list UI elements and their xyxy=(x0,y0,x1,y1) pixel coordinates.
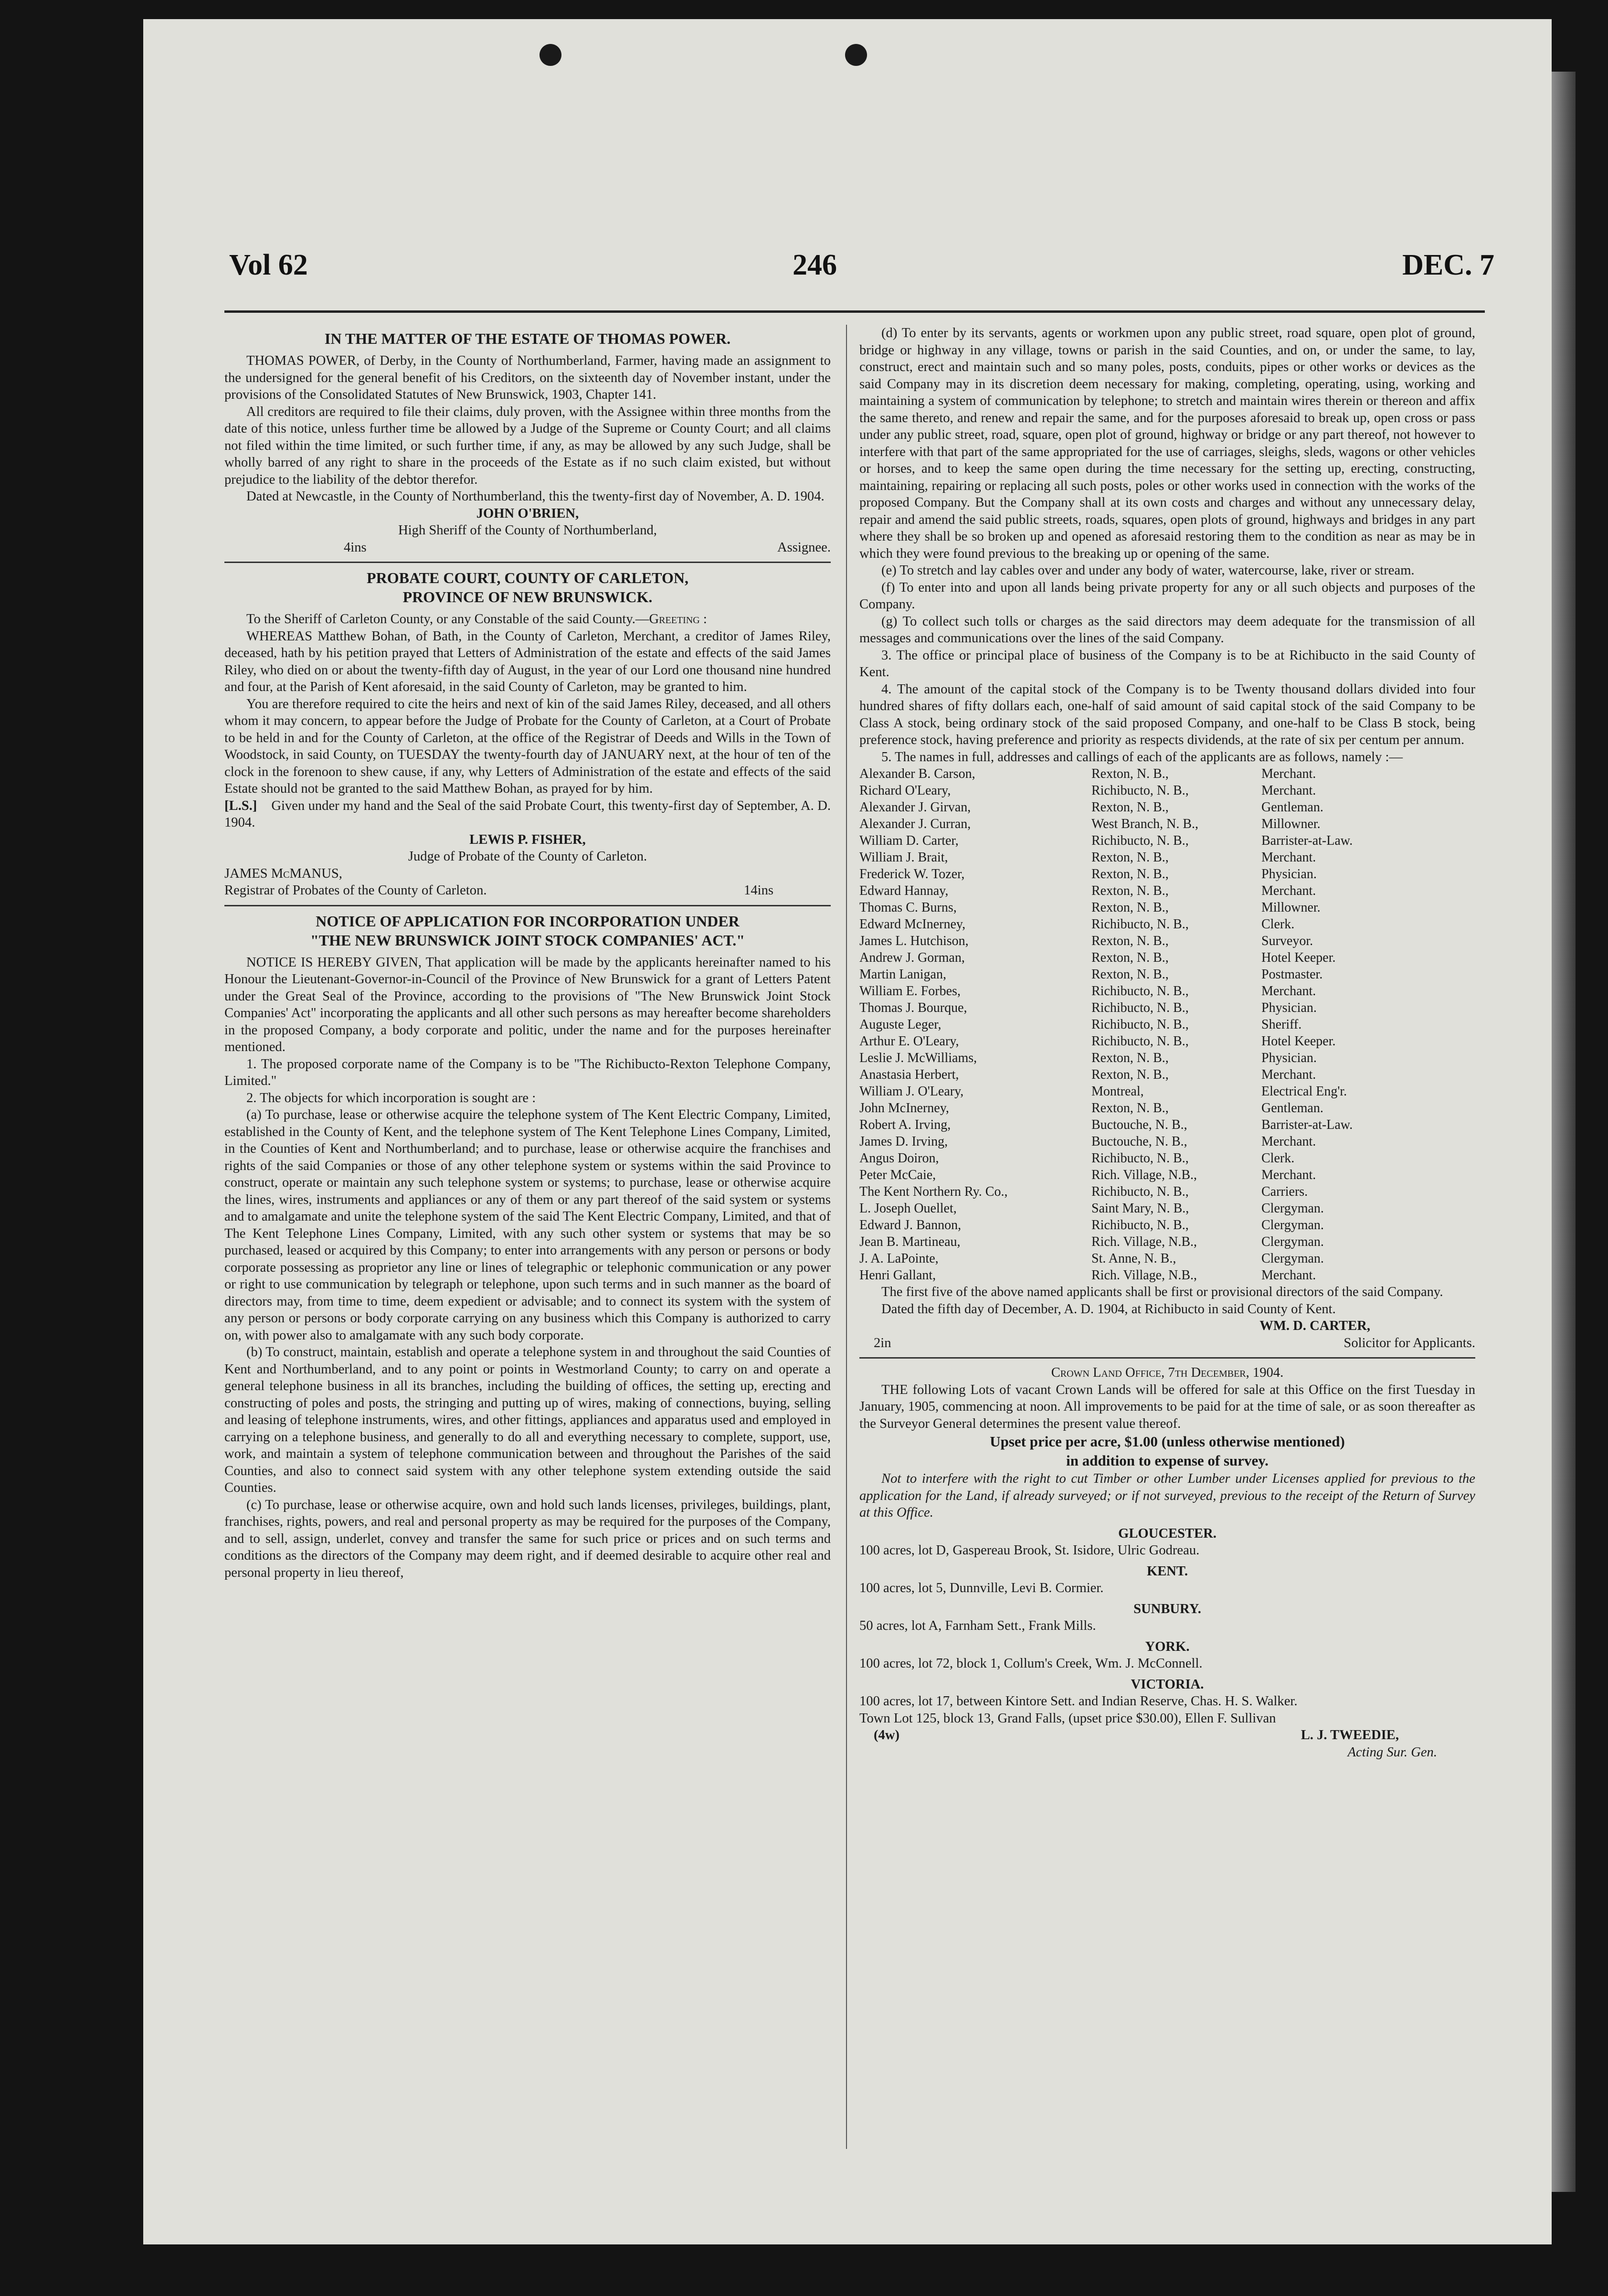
notice-para: 5. The names in full, addresses and callings of each of the applicants are as follows, namely :— xyxy=(881,749,1403,765)
probate-para: WHEREAS Matthew Bohan, of Bath, in the County of Carleton, Merchant, a creditor of James Riley, deceased, hath by his petition prayed that Letters of Administration of the estate and effects of the said James Riley, who died on or about the twenty-fifth day of August, in the year of our Lord one thousand nine hundred and four, at the Parish of Kent aforesaid, in the said County of Carleton, may be granted to him. xyxy=(224,628,831,694)
applicant-calling: Clergyman. xyxy=(1261,1201,1324,1216)
left-column xyxy=(224,325,831,2197)
notice-para: The first five of the above named applicants shall be first or provisional directors of the said Company. xyxy=(881,1285,1443,1299)
applicant-name: Martin Lanigan, xyxy=(859,967,946,982)
page-header xyxy=(210,248,1494,291)
applicant-name: Alexander J. Curran, xyxy=(859,817,971,831)
applicant-calling: Surveyor. xyxy=(1261,934,1313,948)
applicant-calling: Physician. xyxy=(1261,1051,1317,1065)
applicant-name: William J. Brait, xyxy=(859,850,948,865)
applicant-place: Richibucto, N. B., xyxy=(1091,783,1189,798)
applicant-name: John McInerney, xyxy=(859,1101,949,1116)
applicant-calling: Clerk. xyxy=(1261,1151,1295,1166)
applicant-row xyxy=(859,1200,1475,1217)
lot-entry: Town Lot 125, block 13, Grand Falls, (upset price $30.00), Ellen F. Sullivan xyxy=(859,1711,1276,1726)
applicant-row xyxy=(859,866,1475,882)
notice-heading: NOTICE OF APPLICATION FOR INCORPORATION UNDER xyxy=(316,912,740,930)
column-divider xyxy=(846,325,847,2149)
probate-heading: PROBATE COURT, COUNTY OF CARLETON, xyxy=(367,569,688,586)
crown-para: THE following Lots of vacant Crown Lands will be offered for sale at this Office on the first Tuesday in January, 1905, commencing at noon. All improvements to be paid for at the time of sale, or as soon thereafter as the Surveyor General determines the present value thereof. xyxy=(859,1382,1475,1431)
applicant-calling: Millowner. xyxy=(1261,900,1321,915)
power-para: THOMAS POWER, of Derby, in the County of Northumberland, Farmer, having made an assignment to the undersigned for the general benefit of his Creditors, on the sixteenth day of November instant, under the provisions of the Consolidated Statutes of New Brunswick, 1903, Chapter 141. xyxy=(224,353,831,402)
applicant-name: William J. O'Leary, xyxy=(859,1084,964,1099)
applicant-calling: Sheriff. xyxy=(1261,1017,1302,1032)
applicant-calling: Hotel Keeper. xyxy=(1261,950,1336,965)
applicant-calling: Clergyman. xyxy=(1261,1251,1324,1266)
applicant-name: James L. Hutchison, xyxy=(859,934,969,948)
applicant-name: L. Joseph Ouellet, xyxy=(859,1201,957,1216)
probate-registrar: JAMES McMANUS, xyxy=(224,866,342,881)
applicant-row xyxy=(859,765,1475,782)
power-ins-line xyxy=(224,539,831,556)
crown-ins-line xyxy=(859,1727,1475,1744)
applicant-place: Richibucto, N. B., xyxy=(1091,1000,1189,1015)
power-para: Dated at Newcastle, in the County of Northumberland, this the twenty-first day of November, A. D. 1904. xyxy=(246,489,825,504)
power-signer-title: High Sheriff of the County of Northumberland, xyxy=(398,523,657,538)
applicant-row xyxy=(859,1167,1475,1183)
applicant-name: Edward Hannay, xyxy=(859,883,949,898)
applicant-row xyxy=(859,1033,1475,1050)
applicant-name: Frederick W. Tozer, xyxy=(859,867,965,882)
applicant-calling: Merchant. xyxy=(1261,783,1316,798)
applicant-name: Alexander J. Girvan, xyxy=(859,800,971,815)
applicant-place: Rich. Village, N.B., xyxy=(1091,1234,1197,1249)
applicant-calling: Physician. xyxy=(1261,867,1317,882)
applicant-place: Rexton, N. B., xyxy=(1091,867,1169,882)
applicant-calling: Merchant. xyxy=(1261,1268,1316,1283)
applicant-calling: Clergyman. xyxy=(1261,1218,1324,1233)
applicant-row xyxy=(859,1150,1475,1167)
notice-ins-line xyxy=(859,1335,1475,1352)
applicant-row xyxy=(859,1083,1475,1100)
applicant-row xyxy=(859,1066,1475,1083)
probate-given-line xyxy=(224,797,831,831)
county-heading: YORK. xyxy=(1145,1639,1190,1654)
probate-para: You are therefore required to cite the heirs and next of kin of the said James Riley, deceased, and all others whom it may concern, to appear before the Judge of Probate for the County of Carleton, at a Court of Probate to be held in and for the County of Carleton, at the office of the Registrar of Deeds and Wills in the Town of Woodstock, in said County, on TUESDAY the twenty-fourth day of JANUARY next, at the hour of ten of the clock in the forenoon to shew cause, if any, why Letters of Administration of the estate and effects of the said Estate should not be granted to the said Matthew Bohan, as prayed for by him. xyxy=(224,696,831,796)
notice-signer-title: Solicitor for Applicants. xyxy=(1344,1335,1475,1350)
applicant-calling: Merchant. xyxy=(1261,883,1316,898)
lot-entry: 100 acres, lot 17, between Kintore Sett. and Indian Reserve, Chas. H. S. Walker. xyxy=(859,1694,1298,1709)
applicant-place: Richibucto, N. B., xyxy=(1091,1151,1189,1166)
applicant-place: Rexton, N. B., xyxy=(1091,950,1169,965)
applicant-calling: Clerk. xyxy=(1261,917,1295,932)
power-para: All creditors are required to file their claims, duly proven, with the Assignee within three months from the date of this notice, unless further time be allowed by a Judge of the Supreme or County Court; and all claims not filed within the time limited, or such further time, if any, as may be allowed by any such Judge, shall be wholly barred of any right to share in the proceeds of the Estate as if no such claim existed, but without prejudice to the liability of the debtor therefor. xyxy=(224,404,831,487)
applicant-place: Rexton, N. B., xyxy=(1091,1067,1169,1082)
applicant-place: Richibucto, N. B., xyxy=(1091,833,1189,848)
applicant-place: Montreal, xyxy=(1091,1084,1144,1099)
applicant-row xyxy=(859,816,1475,832)
applicant-calling: Merchant. xyxy=(1261,1067,1316,1082)
applicant-name: Angus Doiron, xyxy=(859,1151,939,1166)
applicant-name: William D. Carter, xyxy=(859,833,959,848)
probate-seal: [L.S.] xyxy=(224,798,257,813)
applicant-calling: Merchant. xyxy=(1261,850,1316,865)
county-heading: VICTORIA. xyxy=(1131,1677,1204,1692)
applicant-place: Rexton, N. B., xyxy=(1091,883,1169,898)
applicant-row xyxy=(859,882,1475,899)
applicant-row xyxy=(859,1116,1475,1133)
notice-para: 3. The office or principal place of business of the Company is to be at Richibucto in the said County of Kent. xyxy=(859,648,1475,680)
applicant-calling: Gentleman. xyxy=(1261,1101,1323,1116)
notice-subheading: "THE NEW BRUNSWICK JOINT STOCK COMPANIES' ACT." xyxy=(310,931,745,949)
applicant-row xyxy=(859,999,1475,1016)
probate-address-line xyxy=(224,611,831,628)
applicant-place: Richibucto, N. B., xyxy=(1091,1218,1189,1233)
crown-signer: L. J. TWEEDIE, xyxy=(1301,1728,1399,1743)
applicant-calling: Postmaster. xyxy=(1261,967,1323,982)
county-heading: GLOUCESTER. xyxy=(1118,1526,1217,1541)
applicant-place: Buctouche, N. B., xyxy=(1091,1117,1187,1132)
county-heading: KENT. xyxy=(1146,1563,1188,1579)
applicant-name: Andrew J. Gorman, xyxy=(859,950,965,965)
applicant-row xyxy=(859,799,1475,816)
probate-registrar-line xyxy=(224,882,831,899)
applicant-calling: Millowner. xyxy=(1261,817,1321,831)
applicant-name: Peter McCaie, xyxy=(859,1168,936,1182)
applicant-place: Buctouche, N. B., xyxy=(1091,1134,1187,1149)
probate-signer: LEWIS P. FISHER, xyxy=(469,832,586,847)
applicant-row xyxy=(859,1250,1475,1267)
applicant-name: James D. Irving, xyxy=(859,1134,948,1149)
applicant-place: Rexton, N. B., xyxy=(1091,850,1169,865)
right-column xyxy=(859,325,1475,2197)
applicant-name: Arthur E. O'Leary, xyxy=(859,1034,959,1049)
applicant-name: Thomas C. Burns, xyxy=(859,900,957,915)
applicant-place: Rexton, N. B., xyxy=(1091,800,1169,815)
applicant-place: West Branch, N. B., xyxy=(1091,817,1199,831)
applicant-row xyxy=(859,849,1475,866)
applicant-row xyxy=(859,899,1475,916)
applicant-name: Edward McInerney, xyxy=(859,917,966,932)
probate-address: To the Sheriff of Carleton County, or any Constable of the said County.— xyxy=(246,612,649,627)
applicant-place: Rexton, N. B., xyxy=(1091,967,1169,982)
applicants-table xyxy=(859,765,1475,1284)
probate-registrar-title: Registrar of Probates of the County of Carleton. xyxy=(224,883,487,898)
applicant-name: Robert A. Irving, xyxy=(859,1117,951,1132)
header-rule xyxy=(224,310,1485,313)
applicant-row xyxy=(859,933,1475,949)
probate-given: Given under my hand and the Seal of the said Probate Court, this twenty-first day of September, A. D. 1904. xyxy=(224,798,831,830)
applicant-place: Richibucto, N. B., xyxy=(1091,917,1189,932)
lot-entry: 100 acres, lot D, Gaspereau Brook, St. Isidore, Ulric Godreau. xyxy=(859,1543,1200,1558)
probate-ins: 14ins xyxy=(744,883,773,898)
notice-signer: WM. D. CARTER, xyxy=(1259,1318,1370,1333)
notice-para: Dated the fifth day of December, A. D. 1904, at Richibucto in said County of Kent. xyxy=(881,1301,1336,1317)
applicant-calling: Merchant. xyxy=(1261,984,1316,999)
applicant-place: Richibucto, N. B., xyxy=(1091,984,1189,999)
applicant-calling: Barrister-at-Law. xyxy=(1261,1117,1353,1132)
gazette-page xyxy=(143,19,1552,2244)
notice-para: NOTICE IS HEREBY GIVEN, That application will be made by the applicants hereinafter named to his Honour the Lieutenant-Governor-in-Council of the Province of New Brunswick for a grant of Letters Patent under the Great Seal of the Province, according to the provisions of "The New Brunswick Joint Stock Companies' Act" incorporating the applicants and all other such persons as may hereafter become shareholders in the proposed Company, a body corporate and politic, under the name and for the purposes hereinafter mentioned. xyxy=(224,955,831,1054)
notice-para: (b) To construct, maintain, establish and operate a telephone system in and throughout the said Counties of Kent and Northumberland, and to any point or points in Westmorland County; to carry on and operate a general telephone business in all its branches, including the building of offices, the setting up, erecting and constructing of poles and posts, the stringing and putting up of wires, making of connections, buying, selling and leasing of telephone instruments, wires, and other fittings, appliances and apparatus used and employed in carrying on a telephone business, and generally to do all and everything necessary to complete, support, use, work, and maintain a system of telephone communication between and throughout the Parishes of the said Counties, and also to connect said system with any other telephone system extending outside the said Counties. xyxy=(224,1345,831,1495)
rule xyxy=(224,905,831,906)
applicant-row xyxy=(859,1050,1475,1066)
applicant-name: Henri Gallant, xyxy=(859,1268,936,1283)
applicant-place: Rexton, N. B., xyxy=(1091,1101,1169,1116)
power-ins: 4ins xyxy=(344,540,367,555)
crown-ins: (4w) xyxy=(874,1728,899,1743)
applicant-row xyxy=(859,1016,1475,1033)
applicant-name: Alexander B. Carson, xyxy=(859,766,975,781)
applicant-calling: Barrister-at-Law. xyxy=(1261,833,1353,848)
applicant-place: Richibucto, N. B., xyxy=(1091,1184,1189,1199)
lot-entry: 100 acres, lot 5, Dunnville, Levi B. Cormier. xyxy=(859,1581,1104,1595)
notice-para: 1. The proposed corporate name of the Company is to be "The Richibucto-Rexton Telephone Company, Limited." xyxy=(224,1056,831,1088)
lot-entry: 100 acres, lot 72, block 1, Collum's Creek, Wm. J. McConnell. xyxy=(859,1656,1203,1671)
lot-entry: 50 acres, lot A, Farnham Sett., Frank Mills. xyxy=(859,1618,1096,1633)
power-heading: IN THE MATTER OF THE ESTATE OF THOMAS POWER. xyxy=(324,330,731,347)
applicant-calling: Hotel Keeper. xyxy=(1261,1034,1336,1049)
applicant-name: William E. Forbes, xyxy=(859,984,961,999)
applicant-place: Rich. Village, N.B., xyxy=(1091,1268,1197,1283)
applicant-row xyxy=(859,1133,1475,1150)
notice-para: 2. The objects for which incorporation is sought are : xyxy=(246,1090,536,1105)
punch-hole xyxy=(845,44,867,66)
applicant-place: Rexton, N. B., xyxy=(1091,900,1169,915)
power-signer: JOHN O'BRIEN, xyxy=(476,506,579,521)
applicant-place: Richibucto, N. B., xyxy=(1091,1034,1189,1049)
applicant-row xyxy=(859,1100,1475,1116)
punch-hole xyxy=(540,44,561,66)
notice-para: (a) To purchase, lease or otherwise acquire the telephone system of The Kent Electric Company, Limited, established in the County of Kent, and the telephone system of The Kent Telephone Lines Company, Limited, in the Counties of Kent and Northumberland; and to purchase, lease or otherwise acquire the franchises and rights of the said Companies or those of any other telephone system or systems within the said Province to construct, operate or maintain any such telephone system or systems; to purchase, lease or otherwise acquire the lines, wires, instruments and appliances or any of them or any part thereof of the said system or systems and to amalgamate and unite the telephone system of the said The Kent Electric Company, Limited, and that of The Kent Telephone Lines Company, Limited, with any such other system or systems that may be so purchased, leased or acquired by this Company; to enter into arrangements with any person or persons or body corporate possessing as proprietor any line or lines of telegraphic or telephonic communication or any power or right to use communication by telegraph or telephone, upon such terms and in such manner as the board of directors may, from time to time, deem expedient or advisable; and to connect its system with the system of any person or persons or body corporate carrying on any business which this Company is authorized to carry on, with power also to amalgamate with any such body corporate. xyxy=(224,1107,831,1343)
applicant-place: St. Anne, N. B., xyxy=(1091,1251,1176,1266)
applicant-row xyxy=(859,1217,1475,1233)
applicant-name: Leslie J. McWilliams, xyxy=(859,1051,977,1065)
notice-ins: 2in xyxy=(874,1335,891,1350)
applicant-place: Rexton, N. B., xyxy=(1091,1051,1169,1065)
probate-subheading: PROVINCE OF NEW BRUNSWICK. xyxy=(402,588,653,606)
applicant-name: Auguste Leger, xyxy=(859,1017,942,1032)
applicant-calling: Merchant. xyxy=(1261,766,1316,781)
crown-office-line: Crown Land Office, 7th December, 1904. xyxy=(1051,1365,1284,1380)
crown-lots xyxy=(859,1525,1475,1727)
crown-signer-title: Acting Sur. Gen. xyxy=(1347,1744,1437,1760)
notice-para: (g) To collect such tolls or charges as the said directors may deem adequate for the transmission of all messages and communications over the lines of the said Company. xyxy=(859,614,1475,646)
page-number: 246 xyxy=(793,249,837,281)
county-heading: SUNBURY. xyxy=(1133,1601,1201,1616)
applicant-calling: Carriers. xyxy=(1261,1184,1308,1199)
applicant-name: Jean B. Martineau, xyxy=(859,1234,961,1249)
applicant-calling: Electrical Eng'r. xyxy=(1261,1084,1347,1099)
applicant-row xyxy=(859,832,1475,849)
applicant-calling: Gentleman. xyxy=(1261,800,1323,815)
applicant-name: Edward J. Bannon, xyxy=(859,1218,962,1233)
crown-note: Not to interfere with the right to cut Timber or other Lumber under Licenses applied for previous to the application for the Land, if already surveyed; or if not surveyed, previous to the receipt of the Return of Survey at this Office. xyxy=(859,1471,1475,1520)
probate-greeting: Greeting : xyxy=(649,612,707,627)
applicant-calling: Clergyman. xyxy=(1261,1234,1324,1249)
applicant-calling: Physician. xyxy=(1261,1000,1317,1015)
applicant-calling: Merchant. xyxy=(1261,1134,1316,1149)
applicant-name: Anastasia Herbert, xyxy=(859,1067,959,1082)
applicant-place: Richibucto, N. B., xyxy=(1091,1017,1189,1032)
applicant-row xyxy=(859,983,1475,999)
applicant-place: Saint Mary, N. B., xyxy=(1091,1201,1189,1216)
applicant-row xyxy=(859,949,1475,966)
crown-upset-survey: in addition to expense of survey. xyxy=(1066,1452,1269,1469)
applicant-row xyxy=(859,1183,1475,1200)
applicant-row xyxy=(859,966,1475,983)
applicant-row xyxy=(859,1267,1475,1284)
applicant-name: Richard O'Leary, xyxy=(859,783,951,798)
applicant-calling: Merchant. xyxy=(1261,1168,1316,1182)
notice-para: (c) To purchase, lease or otherwise acquire, own and hold such lands licenses, privileges, buildings, plant, franchises, rights, powers, and real and personal property as may be required for the purposes of the Company, and to sell, assign, underlet, convey and transfer the same for such price or prices and on such terms and conditions as the directors of the Company may deem right, and if deemed desirable to acquire other real and personal property in lieu thereof, xyxy=(224,1497,831,1580)
notice-para: (e) To stretch and lay cables over and under any body of water, watercourse, lake, river or stream. xyxy=(881,563,1415,578)
power-role: Assignee. xyxy=(777,540,831,555)
notice-para: 4. The amount of the capital stock of the Company is to be Twenty thousand dollars divided into four hundred shares of fifty dollars each, one-half of said amount of said capital stock of the said Company to be Class A stock, being ordinary stock of the said proposed Company, and one-half to be Class B stock, being preference stock, having preference and priority as respects dividends, at the rate of six per centum per annum. xyxy=(859,681,1475,747)
applicant-place: Rexton, N. B., xyxy=(1091,766,1169,781)
issue-date: DEC. 7 xyxy=(1402,249,1494,281)
rule xyxy=(859,1357,1475,1359)
applicant-row xyxy=(859,782,1475,799)
rule xyxy=(224,562,831,563)
notice-para: (d) To enter by its servants, agents or workmen upon any public street, road square, open plot of ground, bridge or highway in any village, towns or parish in the said Counties, and on, or under the same, to lay, construct, erect and maintain such and so many poles, posts, conduits, pipes or other works or devices as the said Company may in its discretion deem necessary for making, completing, operating, using, working and maintaining a system of communication by telephone; to stretch and maintain wires therein or thereon and affix the same thereto, and renew and repair the same, and for the purposes aforesaid to break up, open cross or pass under any public street, road, square, open plot of ground, highway or bridge or any part thereof, not however to interfere with that part of the same appropriated for the use of carriages, sleighs, sleds, wagons or other vehicles or horses, and to keep the same open during the time necessary for the setting up, erecting, constructing, maintaining, repairing or replacing all such posts, poles or other works used in connection with the works of the proposed Company. But the Company shall at its own costs and charges and without any unnecessary delay, repair and amend the said public streets, roads, squares, open plots of ground, highways and bridges in any part where they shall be so broken up and opened as aforesaid restoring them to the condition as near as may be in which they were found previous to the breaking up or opening of the same. xyxy=(859,326,1475,561)
notice-para: (f) To enter into and upon all lands being private property for any or all such objects and purposes of the Company. xyxy=(859,580,1475,612)
probate-signer-title: Judge of Probate of the County of Carleton. xyxy=(408,849,647,864)
applicant-name: Thomas J. Bourque, xyxy=(859,1000,967,1015)
applicant-place: Rich. Village, N.B., xyxy=(1091,1168,1197,1182)
volume-label: Vol 62 xyxy=(229,249,308,281)
applicant-row xyxy=(859,916,1475,933)
applicant-name: J. A. LaPointe, xyxy=(859,1251,939,1266)
applicant-place: Rexton, N. B., xyxy=(1091,934,1169,948)
crown-upset-price: Upset price per acre, $1.00 (unless otherwise mentioned) xyxy=(990,1433,1345,1450)
applicant-name: The Kent Northern Ry. Co., xyxy=(859,1184,1008,1199)
applicant-row xyxy=(859,1233,1475,1250)
